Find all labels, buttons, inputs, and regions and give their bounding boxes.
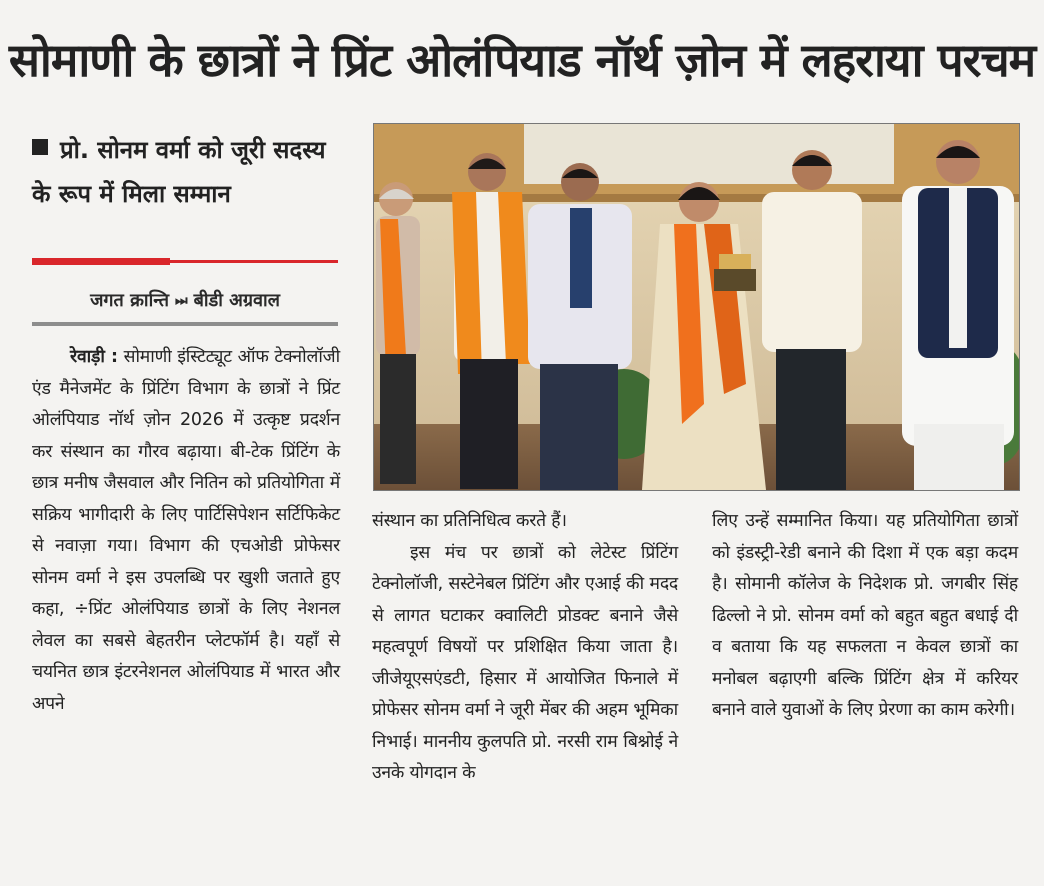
bullet-square-icon [32, 139, 48, 155]
news-photo [373, 123, 1020, 491]
article-column-2 [372, 506, 678, 790]
column2-paragraph-2: इस मंच पर छात्रों को लेटेस्ट प्रिंटिंग टेक्नोलॉजी, सस्टेनेबल प्रिंटिंग और एआई की मदद से लागत घटाकर क्वालिटी प्रोडक्ट बनाने जैसे महत्वपूर्ण विषयों पर प्रशिक्षित किया जाता है। जीजेयूएसएंडटी, हिसार में आयोजित फिनाले में प्रोफेसर सोनम वर्मा ने जूरी मेंबर की अहम भूमिका निभाई। माननीय कुलपति प्रो. नरसी राम बिश्नोई ने उनके योगदान के [372, 542, 678, 783]
byline-author: बीडी अग्रवाल [193, 290, 280, 311]
column3-text: लिए उन्हें सम्मानित किया। यह प्रतियोगिता छात्रों को इंडस्ट्री-रेडी बनाने की दिशा में एक बड़ा कदम है। सोमानी कॉलेज के निदेशक प्रो. जगबीर सिंह ढिल्लो ने प्रो. सोनम वर्मा को बहुत बहुत बधाई दी व बताया कि यह सफलता न केवल छात्रों का मनोबल बढ़ाएगी बल्कि प्रिंटिंग क्षेत्र में करियर बनाने वाले युवाओं के लिए प्रेरणा का काम करेगी। [712, 511, 1018, 720]
dateline: रेवाड़ी : [70, 347, 118, 367]
article-column-3 [712, 506, 1018, 727]
article-column-1 [32, 342, 340, 720]
byline [32, 288, 338, 312]
red-rule [32, 258, 170, 265]
red-rule-thin [170, 260, 338, 263]
subhead [32, 128, 344, 216]
subhead-text: प्रो. सोनम वर्मा को जूरी सदस्य के रूप में मिला सम्मान [32, 136, 326, 208]
column1-text: सोमाणी इंस्टिट्यूट ऑफ टेक्नोलॉजी एंड मैनेजमेंट के प्रिंटिंग विभाग के छात्रों ने प्रिंट ओलंपियाड नॉर्थ ज़ोन 2026 में उत्कृष्ट प्रदर्शन कर संस्थान का गौरव बढ़ाया। बी-टेक प्रिंटिंग के छात्र मनीष जैसवाल और नितिन को प्रतियोगिता में सक्रिय भागीदारी के लिए पार्टिसिपेशन सर्टिफिकेट से नवाज़ा गया। विभाग की एचओडी प्रोफेसर सोनम वर्मा ने इस उपलब्धि पर खुशी जताते हुए कहा, ÷प्रिंट ओलंपियाड छात्रों के लिए नेशनल लेवल का सबसे बेहतरीन प्लेटफॉर्म है। यहाँ से चयनित छात्र इंटरनेशनल ओलंपियाड में भारत और अपने [32, 347, 340, 714]
headline: सोमाणी के छात्रों ने प्रिंट ओलंपियाड नॉर्थ ज़ोन में लहराया परचम [8, 33, 1036, 87]
grey-rule [32, 322, 338, 326]
column2-paragraph-1: संस्थान का प्रतिनिधित्व करते हैं। [372, 511, 567, 531]
byline-publication: जगत क्रान्ति [90, 290, 170, 311]
fast-forward-icon: ⏭ [175, 293, 188, 309]
award-ceremony-photo [374, 124, 1019, 490]
